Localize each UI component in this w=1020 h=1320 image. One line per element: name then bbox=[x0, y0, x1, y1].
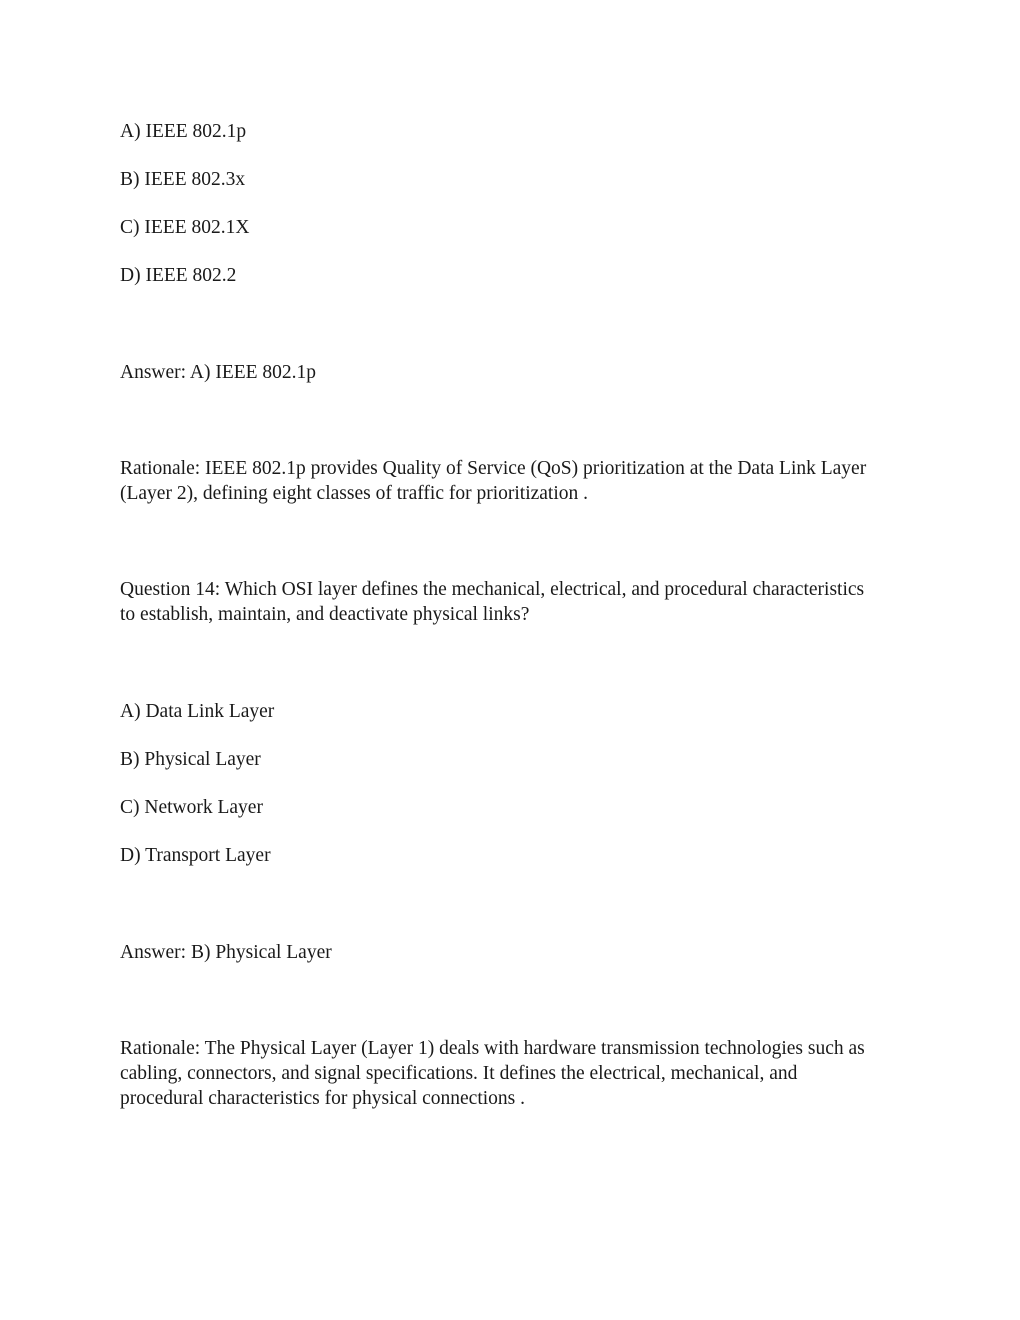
option-b: B) IEEE 802.3x bbox=[120, 169, 246, 190]
question-line: Question 14: Which OSI layer defines the mechanical, electrical, and procedural characteristics bbox=[120, 579, 865, 600]
rationale-line: procedural characteristics for physical connections . bbox=[120, 1088, 525, 1109]
q14-option-c: C) Network Layer bbox=[120, 797, 263, 818]
rationale-line: (Layer 2), defining eight classes of traffic for prioritization . bbox=[120, 483, 589, 504]
answer-line: Answer: A) IEEE 802.1p bbox=[120, 362, 317, 383]
question-14-text bbox=[120, 577, 900, 627]
option-c: C) IEEE 802.1X bbox=[120, 217, 250, 238]
q14-option-a: A) Data Link Layer bbox=[120, 701, 275, 722]
rationale-line: Rationale: IEEE 802.1p provides Quality of Service (QoS) prioritization at the Data Link Layer bbox=[120, 458, 867, 479]
rationale-paragraph bbox=[120, 456, 900, 506]
option-a: A) IEEE 802.1p bbox=[120, 121, 247, 142]
question-line: to establish, maintain, and deactivate physical links? bbox=[120, 604, 530, 625]
q14-option-d: D) Transport Layer bbox=[120, 845, 271, 866]
q14-option-b: B) Physical Layer bbox=[120, 749, 261, 770]
q14-answer-line: Answer: B) Physical Layer bbox=[120, 942, 332, 963]
option-d: D) IEEE 802.2 bbox=[120, 265, 237, 286]
q14-rationale-paragraph bbox=[120, 1036, 900, 1111]
rationale-line: cabling, connectors, and signal specifications. It defines the electrical, mechanical, and bbox=[120, 1063, 798, 1084]
rationale-line: Rationale: The Physical Layer (Layer 1) deals with hardware transmission technologies such as bbox=[120, 1038, 865, 1059]
